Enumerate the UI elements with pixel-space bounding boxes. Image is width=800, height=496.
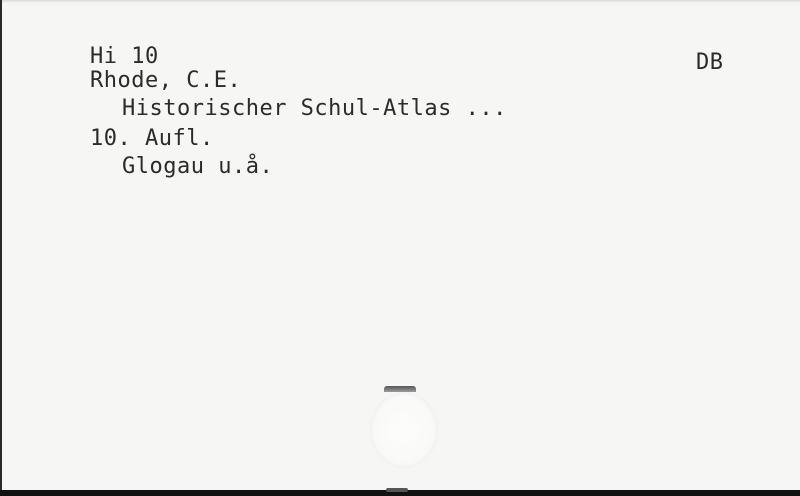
punch-hole — [370, 392, 438, 468]
call-number: Hi 10 — [90, 44, 159, 69]
bottom-notch — [386, 488, 408, 492]
title: Historischer Schul-Atlas ... — [122, 96, 507, 121]
location-code: DB — [696, 50, 724, 75]
punch-hole-mark — [384, 386, 416, 392]
edition: 10. Aufl. — [90, 126, 214, 151]
imprint: Glogau u.å. — [122, 154, 274, 179]
author: Rhode, C.E. — [90, 68, 242, 93]
